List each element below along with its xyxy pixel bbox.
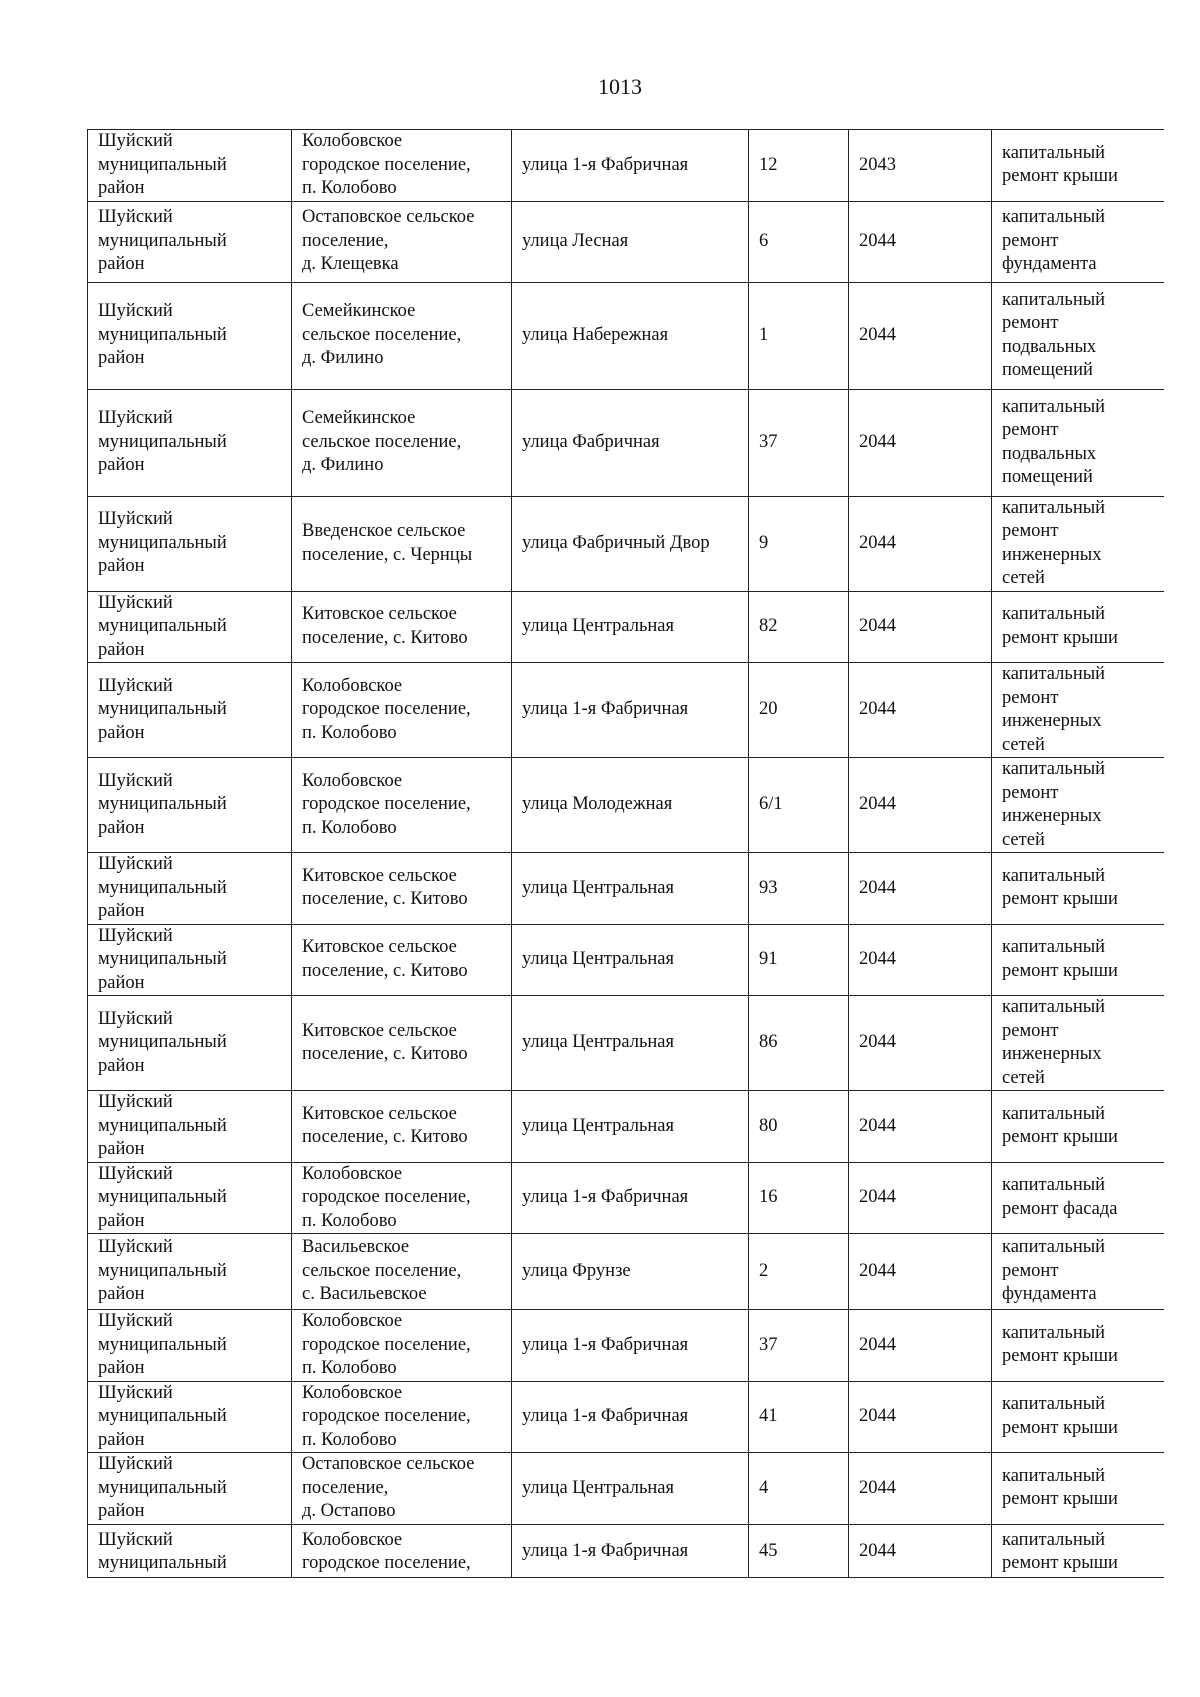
year-cell: 2044 (849, 924, 992, 996)
repair-type-cell: капитальный ремонт крыши (992, 130, 1165, 202)
table-row (88, 591, 1165, 663)
settlement-cell: Колобовское городское поселение, п. Колобово (292, 1310, 512, 1382)
district-cell: Шуйский муниципальный район (88, 1162, 292, 1234)
street-cell: улица Центральная (512, 591, 749, 663)
settlement-cell: Китовское сельское поселение, с. Китово (292, 1091, 512, 1163)
settlement-cell: Остаповское сельское поселение, д. Клещевка (292, 201, 512, 282)
district-cell: Шуйский муниципальный район (88, 389, 292, 496)
year-cell: 2044 (849, 758, 992, 853)
repair-type-cell: капитальный ремонт инженерных сетей (992, 996, 1165, 1091)
house-number-cell: 37 (749, 1310, 849, 1382)
street-cell: улица Набережная (512, 282, 749, 389)
street-cell: улица Центральная (512, 996, 749, 1091)
repair-type-cell: капитальный ремонт фундамента (992, 1234, 1165, 1310)
district-cell: Шуйский муниципальный район (88, 1310, 292, 1382)
settlement-cell: Колобовское городское поселение, (292, 1524, 512, 1578)
table-row (88, 1234, 1165, 1310)
settlement-cell: Колобовское городское поселение, п. Колобово (292, 1162, 512, 1234)
settlement-cell: Колобовское городское поселение, п. Колобово (292, 130, 512, 202)
district-cell: Шуйский муниципальный район (88, 1381, 292, 1453)
street-cell: улица 1-я Фабричная (512, 1162, 749, 1234)
street-cell: улица Лесная (512, 201, 749, 282)
table-row (88, 663, 1165, 758)
settlement-cell: Китовское сельское поселение, с. Китово (292, 853, 512, 925)
year-cell: 2044 (849, 591, 992, 663)
table-row (88, 853, 1165, 925)
district-cell: Шуйский муниципальный район (88, 663, 292, 758)
settlement-cell: Китовское сельское поселение, с. Китово (292, 591, 512, 663)
table-row (88, 1453, 1165, 1525)
settlement-cell: Семейкинское сельское поселение, д. Филино (292, 389, 512, 496)
house-number-cell: 41 (749, 1381, 849, 1453)
settlement-cell: Колобовское городское поселение, п. Колобово (292, 663, 512, 758)
table-row (88, 1162, 1165, 1234)
street-cell: улица 1-я Фабричная (512, 1381, 749, 1453)
repair-type-cell: капитальный ремонт крыши (992, 853, 1165, 925)
repair-type-cell: капитальный ремонт подвальных помещений (992, 389, 1165, 496)
table-row (88, 389, 1165, 496)
settlement-cell: Остаповское сельское поселение, д. Остапово (292, 1453, 512, 1525)
table-row (88, 1381, 1165, 1453)
table-row (88, 996, 1165, 1091)
settlement-cell: Колобовское городское поселение, п. Колобово (292, 1381, 512, 1453)
year-cell: 2044 (849, 1091, 992, 1163)
district-cell: Шуйский муниципальный район (88, 1453, 292, 1525)
house-number-cell: 12 (749, 130, 849, 202)
repair-type-cell: капитальный ремонт фасада (992, 1162, 1165, 1234)
repair-type-cell: капитальный ремонт инженерных сетей (992, 758, 1165, 853)
year-cell: 2044 (849, 1234, 992, 1310)
year-cell: 2044 (849, 1310, 992, 1382)
repair-type-cell: капитальный ремонт инженерных сетей (992, 496, 1165, 591)
table-container (87, 129, 1164, 1578)
district-cell: Шуйский муниципальный район (88, 996, 292, 1091)
house-number-cell: 20 (749, 663, 849, 758)
house-number-cell: 91 (749, 924, 849, 996)
house-number-cell: 9 (749, 496, 849, 591)
year-cell: 2044 (849, 389, 992, 496)
year-cell: 2044 (849, 663, 992, 758)
street-cell: улица 1-я Фабричная (512, 1524, 749, 1578)
district-cell: Шуйский муниципальный район (88, 496, 292, 591)
table-row (88, 1310, 1165, 1382)
table-row (88, 1091, 1165, 1163)
street-cell: улица Молодежная (512, 758, 749, 853)
repair-type-cell: капитальный ремонт крыши (992, 924, 1165, 996)
house-number-cell: 45 (749, 1524, 849, 1578)
street-cell: улица Центральная (512, 1091, 749, 1163)
repair-type-cell: капитальный ремонт подвальных помещений (992, 282, 1165, 389)
house-number-cell: 1 (749, 282, 849, 389)
settlement-cell: Китовское сельское поселение, с. Китово (292, 924, 512, 996)
settlement-cell: Введенское сельское поселение, с. Чернцы (292, 496, 512, 591)
district-cell: Шуйский муниципальный район (88, 591, 292, 663)
house-number-cell: 37 (749, 389, 849, 496)
house-number-cell: 82 (749, 591, 849, 663)
house-number-cell: 4 (749, 1453, 849, 1525)
house-number-cell: 6/1 (749, 758, 849, 853)
repair-type-cell: капитальный ремонт крыши (992, 591, 1165, 663)
house-number-cell: 2 (749, 1234, 849, 1310)
table-row (88, 282, 1165, 389)
district-cell: Шуйский муниципальный район (88, 201, 292, 282)
district-cell: Шуйский муниципальный район (88, 1234, 292, 1310)
repair-schedule-table (87, 129, 1164, 1578)
repair-type-cell: капитальный ремонт крыши (992, 1381, 1165, 1453)
repair-type-cell: капитальный ремонт крыши (992, 1310, 1165, 1382)
street-cell: улица Фабричный Двор (512, 496, 749, 591)
settlement-cell: Китовское сельское поселение, с. Китово (292, 996, 512, 1091)
street-cell: улица 1-я Фабричная (512, 130, 749, 202)
district-cell: Шуйский муниципальный район (88, 130, 292, 202)
district-cell: Шуйский муниципальный район (88, 1091, 292, 1163)
house-number-cell: 16 (749, 1162, 849, 1234)
year-cell: 2044 (849, 1381, 992, 1453)
table-row (88, 758, 1165, 853)
year-cell: 2044 (849, 282, 992, 389)
street-cell: улица Центральная (512, 853, 749, 925)
district-cell: Шуйский муниципальный район (88, 924, 292, 996)
table-row (88, 201, 1165, 282)
year-cell: 2044 (849, 201, 992, 282)
street-cell: улица Центральная (512, 924, 749, 996)
repair-type-cell: капитальный ремонт крыши (992, 1524, 1165, 1578)
repair-type-cell: капитальный ремонт крыши (992, 1091, 1165, 1163)
table-row (88, 1524, 1165, 1578)
street-cell: улица 1-я Фабричная (512, 663, 749, 758)
house-number-cell: 93 (749, 853, 849, 925)
settlement-cell: Колобовское городское поселение, п. Колобово (292, 758, 512, 853)
year-cell: 2044 (849, 853, 992, 925)
year-cell: 2044 (849, 1162, 992, 1234)
table-row (88, 130, 1165, 202)
settlement-cell: Семейкинское сельское поселение, д. Филино (292, 282, 512, 389)
district-cell: Шуйский муниципальный район (88, 282, 292, 389)
table-row (88, 924, 1165, 996)
year-cell: 2044 (849, 1524, 992, 1578)
year-cell: 2043 (849, 130, 992, 202)
street-cell: улица 1-я Фабричная (512, 1310, 749, 1382)
page-number: 1013 (598, 74, 642, 99)
repair-type-cell: капитальный ремонт крыши (992, 1453, 1165, 1525)
district-cell: Шуйский муниципальный (88, 1524, 292, 1578)
repair-type-cell: капитальный ремонт инженерных сетей (992, 663, 1165, 758)
table-row (88, 496, 1165, 591)
house-number-cell: 6 (749, 201, 849, 282)
year-cell: 2044 (849, 996, 992, 1091)
year-cell: 2044 (849, 496, 992, 591)
house-number-cell: 80 (749, 1091, 849, 1163)
year-cell: 2044 (849, 1453, 992, 1525)
street-cell: улица Центральная (512, 1453, 749, 1525)
house-number-cell: 86 (749, 996, 849, 1091)
district-cell: Шуйский муниципальный район (88, 853, 292, 925)
repair-type-cell: капитальный ремонт фундамента (992, 201, 1165, 282)
street-cell: улица Фабричная (512, 389, 749, 496)
settlement-cell: Васильевское сельское поселение, с. Васильевское (292, 1234, 512, 1310)
table-body (88, 130, 1165, 1579)
district-cell: Шуйский муниципальный район (88, 758, 292, 853)
street-cell: улица Фрунзе (512, 1234, 749, 1310)
